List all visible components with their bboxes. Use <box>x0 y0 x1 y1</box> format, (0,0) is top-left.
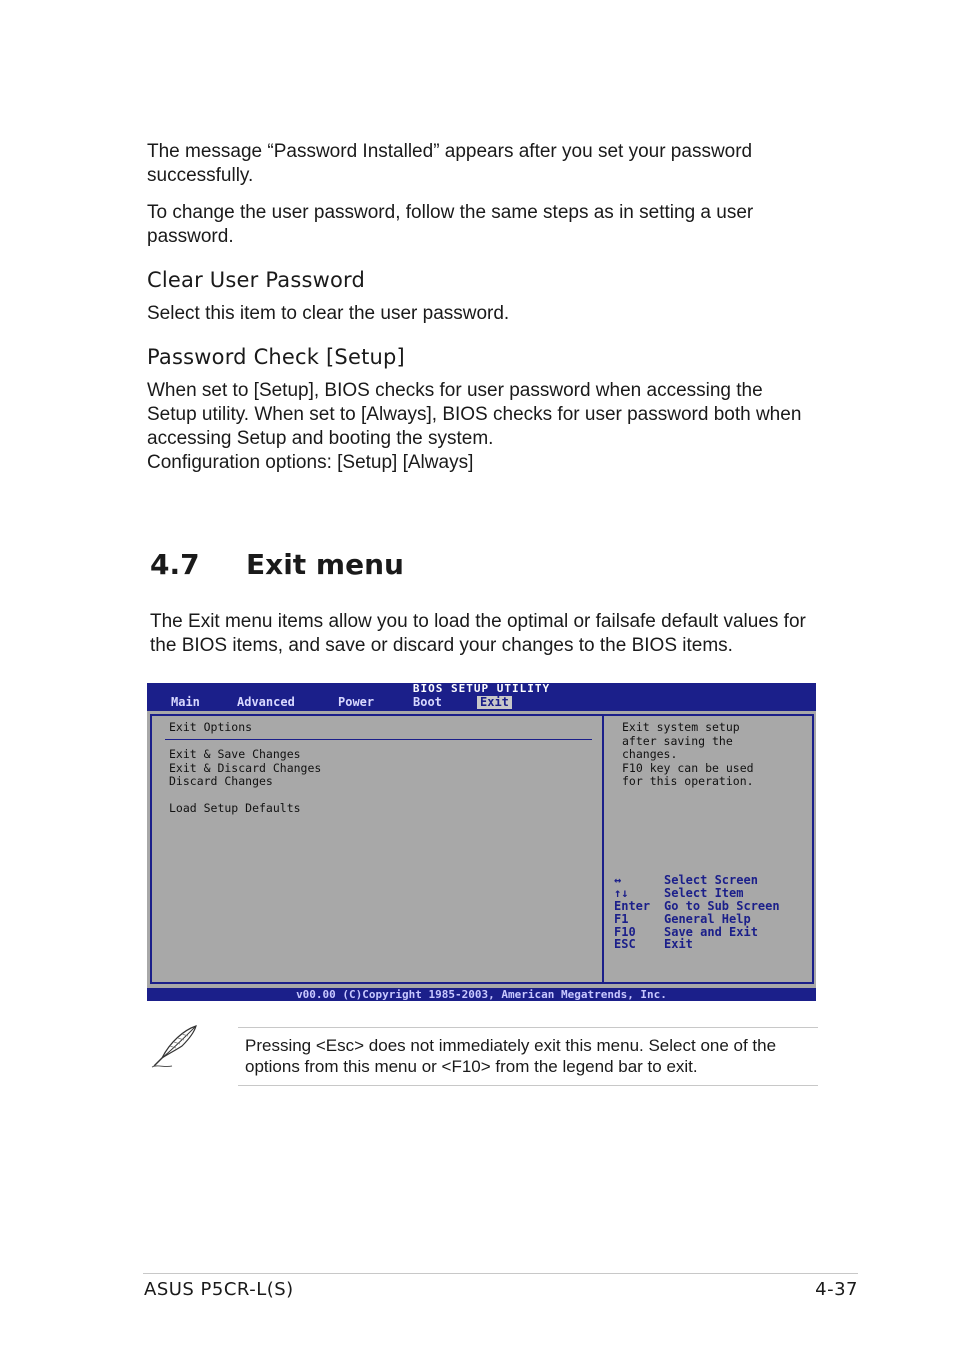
bios-screen <box>147 683 816 1001</box>
section-title-text: Exit menu <box>246 548 404 581</box>
footer-rule <box>143 1273 858 1274</box>
bios-option-load-defaults[interactable]: Load Setup Defaults <box>169 801 301 815</box>
bios-tab-advanced[interactable]: Advanced <box>237 695 295 709</box>
legend-key: ↔ <box>614 873 622 887</box>
clear-user-password-heading: Clear User Password <box>147 268 366 292</box>
intro-paragraph-1: The message “Password Installed” appears after you set your password successfully. <box>147 141 753 186</box>
legend-action: Save and Exit <box>664 925 758 939</box>
bios-tab-boot[interactable]: Boot <box>413 695 442 709</box>
legend-action: Exit <box>664 937 693 951</box>
bios-tab-power[interactable]: Power <box>338 695 375 709</box>
bios-legend-row <box>614 938 693 951</box>
section-number: 4.7 <box>150 548 200 581</box>
legend-key: F10 <box>614 925 636 939</box>
bios-help-line: after saving the <box>622 734 733 748</box>
bios-title: BIOS SETUP UTILITY <box>412 682 551 695</box>
bios-help-pane <box>602 714 814 984</box>
legend-key: ↑↓ <box>614 886 629 900</box>
bios-help-line: changes. <box>622 747 678 761</box>
footer-product: ASUS P5CR-L(S) <box>144 1279 294 1300</box>
bios-options-pane <box>150 714 604 984</box>
bios-options-heading: Exit Options <box>169 720 253 734</box>
legend-action: Select Item <box>664 886 744 900</box>
bios-help-line: for this operation. <box>622 774 754 788</box>
legend-action: General Help <box>664 912 751 926</box>
bios-options-divider <box>165 739 592 740</box>
section-title <box>150 548 404 581</box>
bios-tab-exit[interactable]: Exit <box>477 696 512 709</box>
bios-help-line: Exit system setup <box>622 720 740 734</box>
section-description: The Exit menu items allow you to load the optimal or failsafe default values for the BIOS items, and save or discard your changes to the BIOS items. <box>150 611 806 656</box>
bios-option-exit-discard[interactable]: Exit & Discard Changes <box>169 761 322 775</box>
footer-page-number: 4-37 <box>815 1279 858 1300</box>
intro-paragraph-2: To change the user password, follow the same steps as in setting a user password. <box>147 202 754 247</box>
note-top-rule <box>238 1027 818 1028</box>
feather-pen-icon <box>150 1024 200 1070</box>
legend-key: Enter <box>614 899 651 913</box>
note-text: Pressing <Esc> does not immediately exit this menu. Select one of the options from this menu or <F10> from the legend bar to exit. <box>245 1036 777 1076</box>
bios-tab-main[interactable]: Main <box>171 695 200 709</box>
bios-help-line: F10 key can be used <box>622 761 754 775</box>
legend-key: ESC <box>614 937 636 951</box>
password-check-text: When set to [Setup], BIOS checks for user password when accessing the Setup utility. When set to [Always], BIOS checks for user password both when accessing Setup and booting the system. <box>147 380 802 449</box>
clear-user-password-text: Select this item to clear the user password. <box>147 303 510 324</box>
bios-option-discard-changes[interactable]: Discard Changes <box>169 774 273 788</box>
bios-title-bar <box>147 683 816 711</box>
bios-copyright-bar: v00.00 (C)Copyright 1985-2003, American Megatrends, Inc. <box>147 988 816 1001</box>
password-check-heading: Password Check [Setup] <box>147 345 405 369</box>
legend-key: F1 <box>614 912 629 926</box>
note-bottom-rule <box>238 1085 818 1086</box>
legend-action: Go to Sub Screen <box>664 899 780 913</box>
legend-action: Select Screen <box>664 873 758 887</box>
password-check-options: Configuration options: [Setup] [Always] <box>147 452 474 473</box>
bios-option-exit-save[interactable]: Exit & Save Changes <box>169 747 301 761</box>
